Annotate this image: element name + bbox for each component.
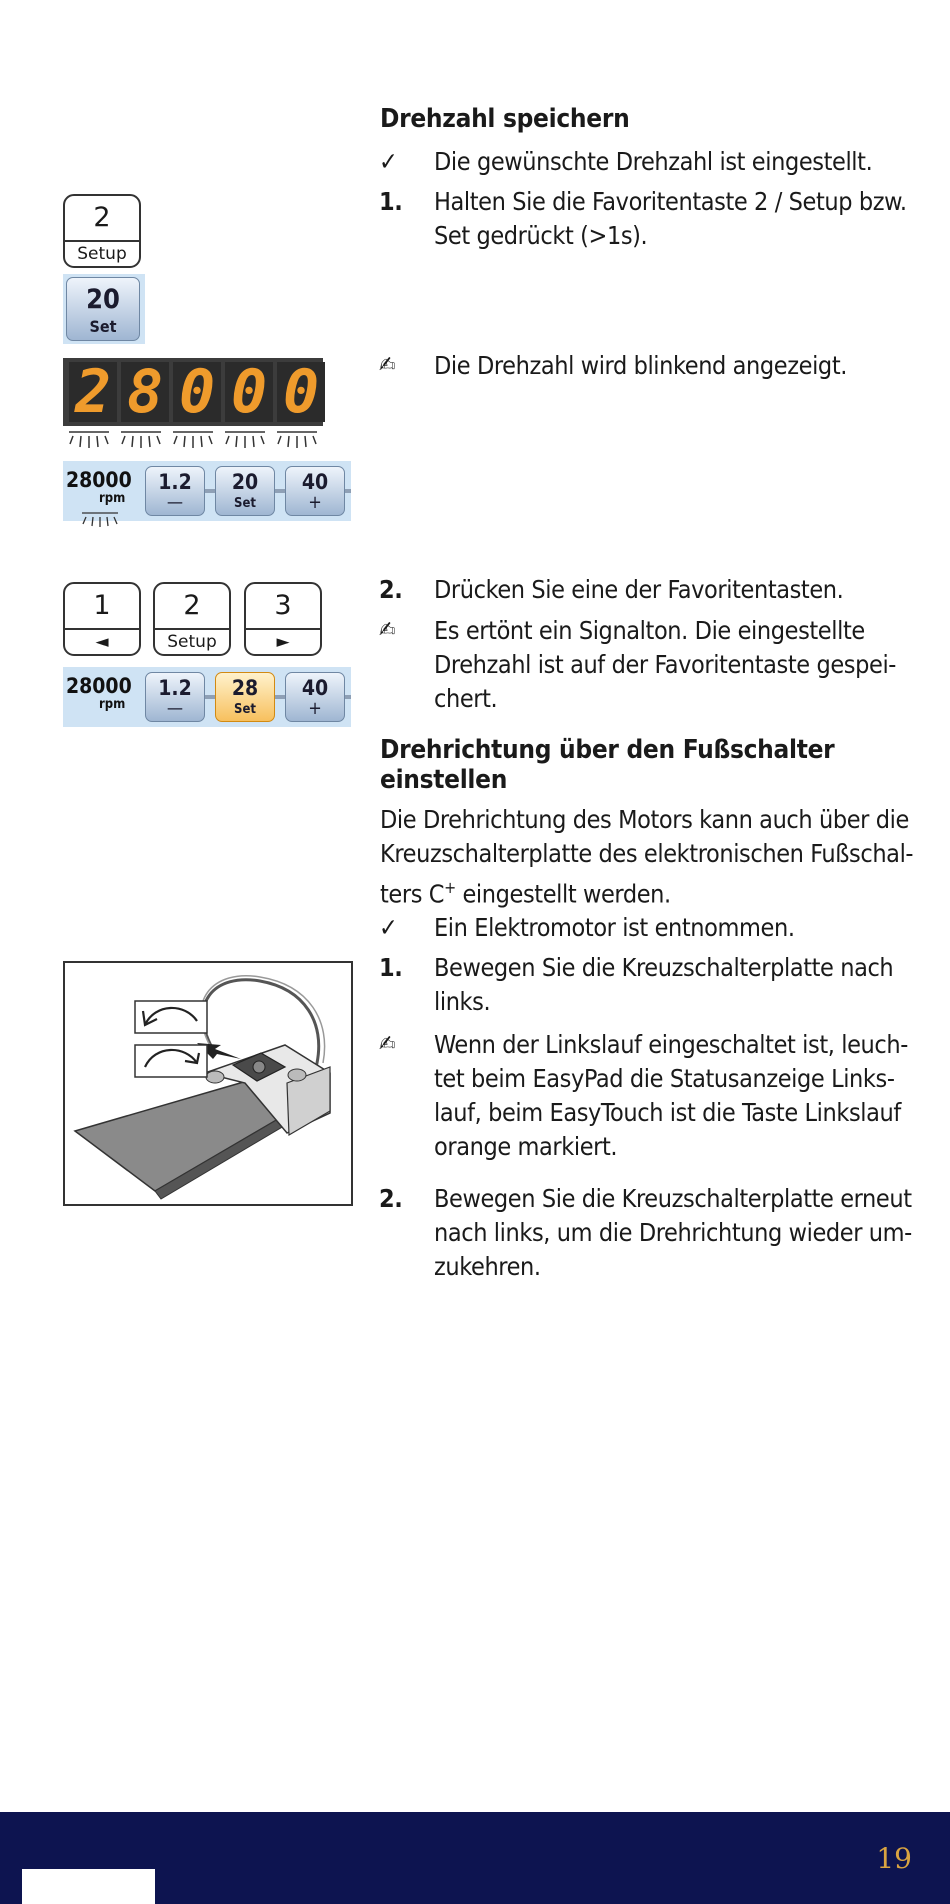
setup-key [63,194,141,268]
foot-switch-illustration [63,961,353,1206]
list-item: ✍ Es ertönt ein Signalton. Die eingestellte Drehzahl ist auf der Favoritentaste gespei-chert. [379,616,897,713]
section-heading: Drehzahl speichern [380,104,630,134]
rpm-unit: rpm [99,697,126,712]
easytouch-key-minus: 1.2 — [145,672,205,722]
list-item: 1. Bewegen Sie die Kreuzschalterplatte nach links. [379,953,894,1016]
footer-tab [22,1869,155,1904]
check-icon: ✓ [379,913,398,942]
section-heading: Drehrichtung über den Fußschalter einstellen [380,735,835,795]
easytouch-key-plus: 40 + [285,672,345,722]
step-number: 1. [379,953,403,982]
arrow-left-icon: ◄ [95,632,109,652]
favorite-key-1: 1 ◄ [63,582,141,656]
easytouch-key-set-highlighted: 28 Set [215,672,275,722]
page-footer [0,1812,950,1904]
set-key [66,277,140,341]
step-number: 2. [379,1184,403,1213]
display-digit: 2 [69,362,117,422]
arrow-right-icon: ► [276,632,290,652]
easytouch-bar [63,667,351,727]
speed-display [63,358,323,426]
list-item: ✓ Ein Elektromotor ist entnommen. [380,911,920,945]
step-number: 2. [379,575,403,604]
setup-key-label: Setup [77,244,127,264]
section-paragraph: Die Drehrichtung des Motors kann auch über die Kreuzschalterplatte des elektronischen Fußschal-ters C+ eingestellt werden. [380,805,914,909]
list-item: ✓ Die gewünschte Drehzahl ist eingestellt. [380,145,920,179]
setup-key-number: 2 [93,202,111,233]
result-hand-icon: ✍ [379,618,396,643]
display-digit: 0 [173,362,221,422]
list-item: ✍ Die Drehzahl wird blinkend angezeigt. [380,349,920,383]
easytouch-key-plus: 40 + [285,466,345,516]
display-digit: 0 [277,362,325,422]
favorite-key-3: 3 ► [244,582,322,656]
page-number: 19 [876,1842,912,1875]
set-key-value: 20 [86,284,120,315]
list-item: 2. Bewegen Sie die Kreuzschalterplatte erneut nach links, um die Drehrichtung wieder um-zukehren. [379,1184,912,1281]
set-key-label: Set [89,317,117,336]
step-number: 1. [379,187,403,216]
rpm-unit: rpm [99,491,126,506]
list-item: 1. Halten Sie die Favoritentaste 2 / Setup bzw. Set gedrückt (>1s). [379,187,907,250]
list-item: ✍ Wenn der Linkslauf eingeschaltet ist, leuch-tet beim EasyPad die Statusanzeige Links-lauf, beim EasyTouch ist die Taste Linkslauf orange markiert. [379,1030,908,1161]
easytouch-key-minus: 1.2 — [145,466,205,516]
check-icon: ✓ [379,147,398,176]
rpm-value: 28000 [66,468,132,492]
result-hand-icon: ✍ [379,1032,396,1057]
list-item: 2. Drücken Sie eine der Favoritentasten. [380,573,920,607]
result-hand-icon: ✍ [379,353,396,378]
set-key-panel [63,274,145,344]
display-digit: 8 [121,362,169,422]
easytouch-key-set: 20 Set [215,466,275,516]
favorite-key-2: 2 Setup [153,582,231,656]
blink-rays-icon [63,428,325,454]
rpm-value: 28000 [66,674,132,698]
blink-rays-icon [80,510,120,530]
display-digit: 0 [225,362,273,422]
